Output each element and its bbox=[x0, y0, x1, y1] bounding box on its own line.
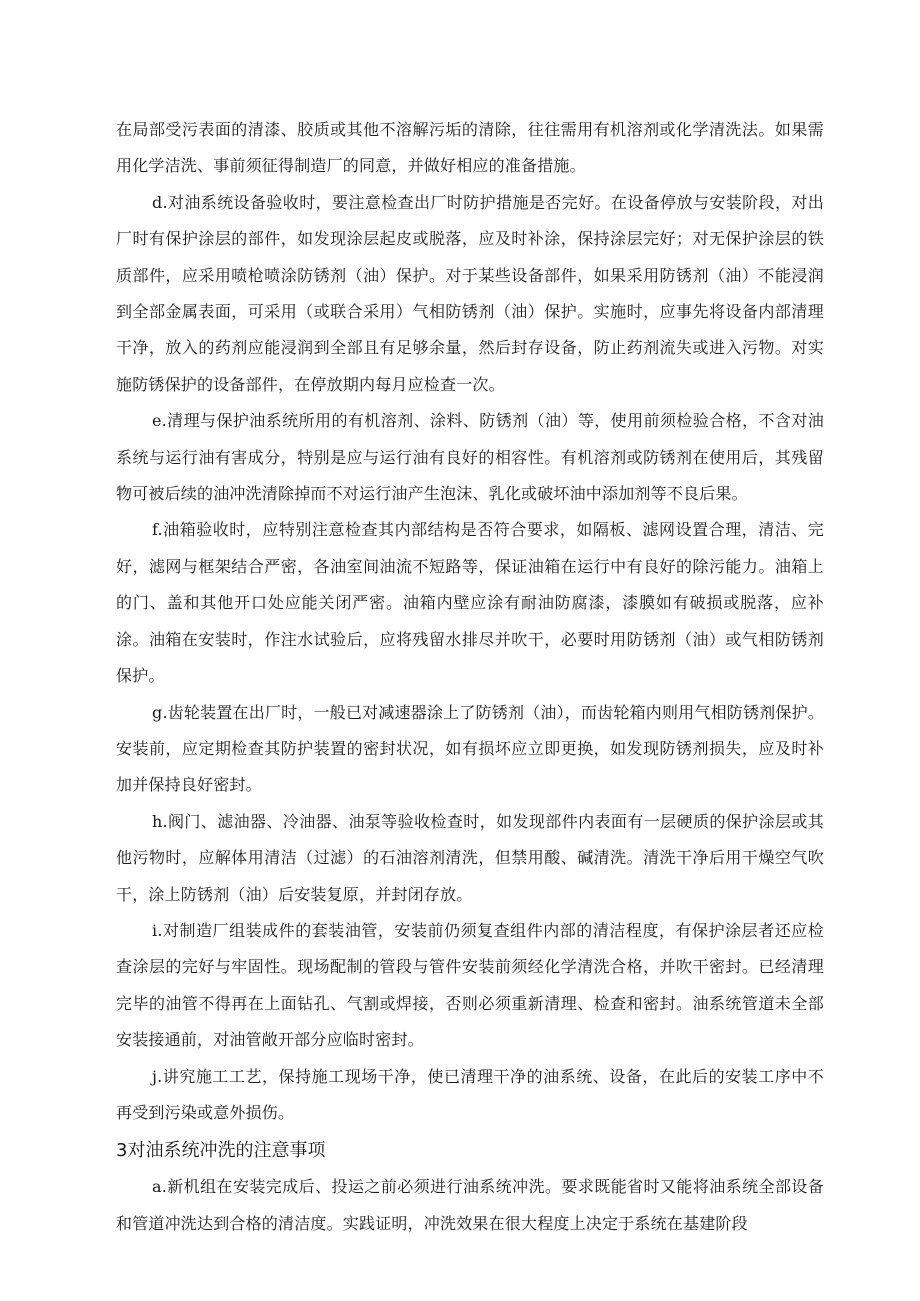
paragraph-g: g.齿轮装置在出厂时，一般已对减速器涂上了防锈剂（油），而齿轮箱内则用气相防锈剂保护。安装前，应定期检查其防护装置的密封状况，如有损坏应立即更换，如发现防锈剂损失，应及时补加并保持良好密封。 bbox=[116, 702, 824, 795]
paragraph-d: d.对油系统设备验收时，要注意检查出厂时防护措施是否完好。在设备停放与安装阶段，对出厂时有保护涂层的部件，如发现涂层起皮或脱落，应及时补涂，保持涂层完好；对无保护涂层的铁质部件，应采用喷枪喷涂防锈剂（油）保护。对于某些设备部件，如果采用防锈剂（油）不能浸润到全部金属表面，可采用（或联合采用）气相防锈剂（油）保护。实施时，应事先将设备内部清理干净，放入的药剂应能浸润到全部且有足够余量，然后封存设备，防止药剂流失或进入污物。对实施防锈保护的设备部件，在停放期内每月应检查一次。 bbox=[116, 192, 824, 394]
paragraph-j: j.讲究施工工艺，保持施工现场干净，使已清理干净的油系统、设备，在此后的安装工序中不再受到污染或意外损伤。 bbox=[116, 1066, 824, 1122]
paragraph-f: f.油箱验收时，应特别注意检查其内部结构是否符合要求，如隔板、滤网设置合理，清洁、完好，滤网与框架结合严密，各油室间油流不短路等，保证油箱在运行中有良好的除污能力。油箱上的门、盖和其他开口处应能关闭严密。油箱内壁应涂有耐油防腐漆，漆膜如有破损或脱落，应补涂。油箱在安装时，作注水试验后，应将残留水排尽并吹干，必要时用防锈剂（油）或气相防锈剂保护。 bbox=[116, 520, 824, 686]
section-heading: 3对油系统冲洗的注意事项 bbox=[116, 1140, 326, 1162]
paragraph-i: i.对制造厂组装成件的套装油管，安装前仍须复查组件内部的清洁程度，有保护涂层者还应检查涂层的完好与牢固性。现场配制的管段与管件安装前须经化学清洗合格，并吹干密封。已经清理完毕的油管不得再在上面钻孔、气割或焊接，否则必须重新清理、检查和密封。油系统管道未全部安装接通前，对油管敞开部分应临时密封。 bbox=[116, 920, 824, 1050]
paragraph-continuation: 在局部受污表面的清漆、胶质或其他不溶解污垢的清除，往往需用有机溶剂或化学清洗法。如果需用化学洁洗、事前须征得制造厂的同意，并做好相应的准备措施。 bbox=[116, 120, 824, 176]
document-page bbox=[116, 112, 824, 1242]
paragraph-e: e.清理与保护油系统所用的有机溶剂、涂料、防锈剂（油）等，使用前须检验合格，不含对油系统与运行油有害成分，特别是应与运行油有良好的相容性。有机溶剂或防锈剂在使用后，其残留物可被后续的油冲洗清除掉而不对运行油产生泡沫、乳化或破坏油中添加剂等不良后果。 bbox=[116, 411, 824, 504]
paragraph-a: a.新机组在安装完成后、投运之前必须进行油系统冲洗。要求既能省时又能将油系统全部设备和管道冲洗达到合格的清洁度。实践证明，冲洗效果在很大程度上决定于系统在基建阶段 bbox=[116, 1177, 824, 1233]
paragraph-h: h.阀门、滤油器、冷油器、油泵等验收检查时，如发现部件内表面有一层硬质的保护涂层或其他污物时，应解体用清洁（过滤）的石油溶剂清洗，但禁用酸、碱清洗。清洗干净后用干燥空气吹干，涂上防锈剂（油）后安装复原，并封闭存放。 bbox=[116, 811, 824, 904]
